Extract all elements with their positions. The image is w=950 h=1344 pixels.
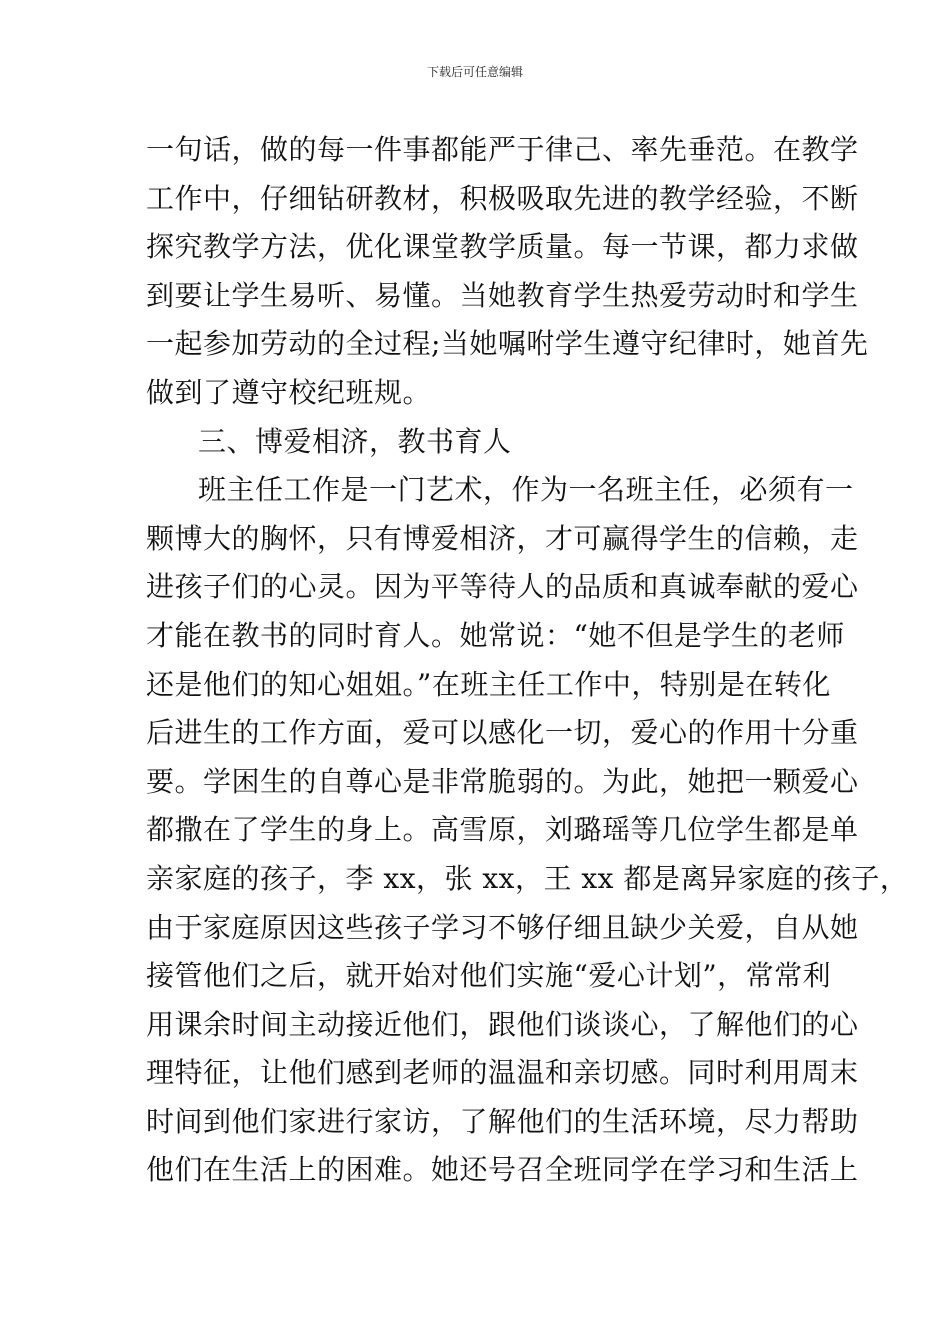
paragraph-line: 班主任工作是一门艺术，作为一名班主任，必须有一: [198, 473, 854, 507]
paragraph-line: 接管他们之后，就开始对他们实施“爱心计划”，常常利: [146, 959, 832, 993]
paragraph-line: 他们在生活上的困难。她还号召全班同学在学习和生活上: [146, 1153, 859, 1187]
paragraph-line: 颗博大的胸怀，只有博爱相济，才可赢得学生的信赖，走: [146, 521, 859, 555]
paragraph-line: 用课余时间主动接近他们，跟他们谈谈心，了解他们的心: [146, 1007, 859, 1041]
paragraph-line: 到要让学生易听、易懂。当她教育学生热爱劳动时和学生: [146, 278, 859, 312]
section-heading: 三、博爱相济，教书育人: [198, 424, 512, 458]
paragraph-line: 工作中，仔细钻研教材，积极吸取先进的教学经验，不断: [146, 181, 859, 215]
paragraph-line: 一句话，做的每一件事都能严于律己、率先垂范。在教学: [146, 133, 859, 166]
paragraph-line: 时间到他们家进行家访，了解他们的生活环境，尽力帮助: [146, 1104, 859, 1138]
paragraph-line: 亲家庭的孩子，李 xx，张 xx，王 xx 都是离异家庭的孩子，: [146, 861, 909, 895]
paragraph-line: 才能在教书的同时育人。她常说：“她不但是学生的老师: [146, 618, 845, 652]
page-header: 下载后可任意编辑: [426, 65, 523, 79]
paragraph-line: 还是他们的知心姐姐。”在班主任工作中，特别是在转化: [146, 667, 831, 701]
paragraph-line: 进孩子们的心灵。因为平等待人的品质和真诚奉献的爱心: [146, 570, 859, 604]
paragraph-line: 一起参加劳动的全过程;当她嘱咐学生遵守纪律时，她首先: [146, 327, 869, 361]
paragraph-line: 要。学困生的自尊心是非常脆弱的。为此，她把一颗爱心: [146, 764, 859, 798]
paragraph-line: 做到了遵守校纪班规。: [146, 375, 432, 409]
body-text: [146, 126, 909, 1195]
paragraph-line: 由于家庭原因这些孩子学习不够仔细且缺少关爱，自从她: [146, 910, 859, 944]
paragraph-line: 都撒在了学生的身上。高雪原，刘璐瑶等几位学生都是单: [146, 813, 859, 847]
paragraph-line: 探究教学方法，优化课堂教学质量。每一节课，都力求做: [146, 230, 859, 264]
paragraph-line: 后进生的工作方面，爱可以感化一切，爱心的作用十分重: [146, 716, 859, 750]
paragraph-line: 理特征，让他们感到老师的温温和亲切感。同时利用周末: [146, 1056, 859, 1090]
